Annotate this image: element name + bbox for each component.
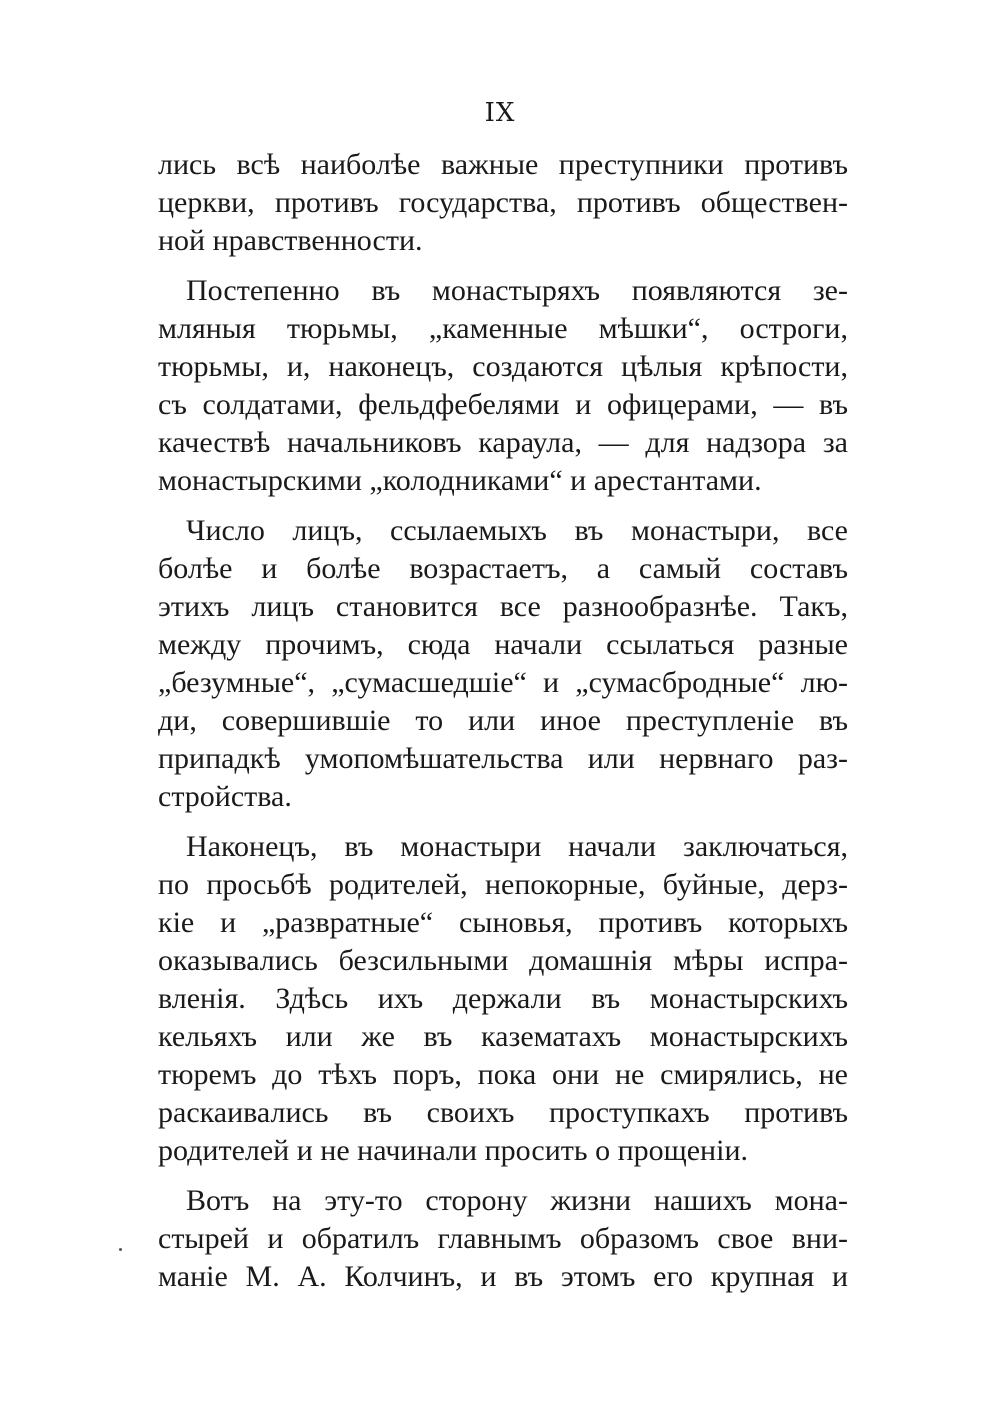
text-line: кельяхъ или же въ казематахъ монастырскихъ: [158, 1020, 848, 1053]
scan-speck: [119, 1248, 122, 1251]
text-line: тюремъ до тѣхъ поръ, пока они не смирялись, не: [158, 1058, 848, 1091]
text-line: тюрьмы, и, наконецъ, создаются цѣлыя крѣпости,: [158, 350, 848, 383]
paragraph-2: [158, 272, 848, 500]
text-line: церкви, противъ государства, противъ обществен-: [158, 186, 848, 219]
text-line: оказывались безсильными домашнія мѣры испра-: [158, 944, 848, 977]
text-line: Вотъ на эту-то сторону жизни нашихъ мона-: [186, 1184, 848, 1217]
paragraph-1: [158, 146, 848, 260]
text-line: качествѣ начальниковъ караула, — для надзора за: [158, 426, 848, 459]
text-line: этихъ лицъ становится все разнообразнѣе. Такъ,: [158, 590, 848, 623]
paragraph-3: [158, 512, 848, 816]
text-line: Наконецъ, въ монастыри начали заключаться,: [186, 830, 848, 863]
text-line: монастырскими „колодниками“ и арестантами.: [158, 464, 762, 497]
paragraph-4: [158, 828, 848, 1170]
text-line: Число лицъ, ссылаемыхъ въ монастыри, все: [186, 514, 848, 547]
paragraph-5: [158, 1182, 848, 1296]
text-line: стырей и обратилъ главнымъ образомъ свое вни-: [158, 1222, 848, 1255]
text-line: ной нравственности.: [158, 224, 423, 257]
text-line: между прочимъ, сюда начали ссылаться разные: [158, 628, 848, 661]
text-line: мляныя тюрьмы, „каменные мѣшки“, остроги,: [158, 312, 848, 345]
text-line: кіе и „развратные“ сыновья, противъ которыхъ: [158, 906, 848, 939]
text-line: раскаивались въ своихъ проступкахъ противъ: [158, 1096, 848, 1129]
text-line: стройства.: [158, 780, 292, 813]
text-line: болѣе и болѣе возрастаетъ, а самый составъ: [158, 552, 848, 585]
body-text: [158, 146, 848, 1308]
text-line: по просьбѣ родителей, непокорные, буйные, дерз-: [158, 868, 848, 901]
text-line: родителей и не начинали просить о прощеніи.: [158, 1134, 748, 1167]
text-line: вленія. Здѣсь ихъ держали въ монастырскихъ: [158, 982, 848, 1015]
text-line: припадкѣ умопомѣшательства или нервнаго раз-: [158, 742, 848, 775]
text-line: ди, совершившіе то или иное преступленіе въ: [158, 704, 848, 737]
text-line: маніе М. А. Колчинъ, и въ этомъ его крупная и: [158, 1260, 848, 1293]
page-number: IX: [484, 98, 516, 128]
text-line: съ солдатами, фельдфебелями и офицерами, — въ: [158, 388, 848, 421]
text-line: „безумные“, „сумасшедшіе“ и „сумасбродные“ лю-: [158, 666, 848, 699]
text-line: лись всѣ наиболѣе важные преступники противъ: [158, 148, 848, 181]
text-line: Постепенно въ монастыряхъ появляются зе-: [186, 274, 848, 307]
